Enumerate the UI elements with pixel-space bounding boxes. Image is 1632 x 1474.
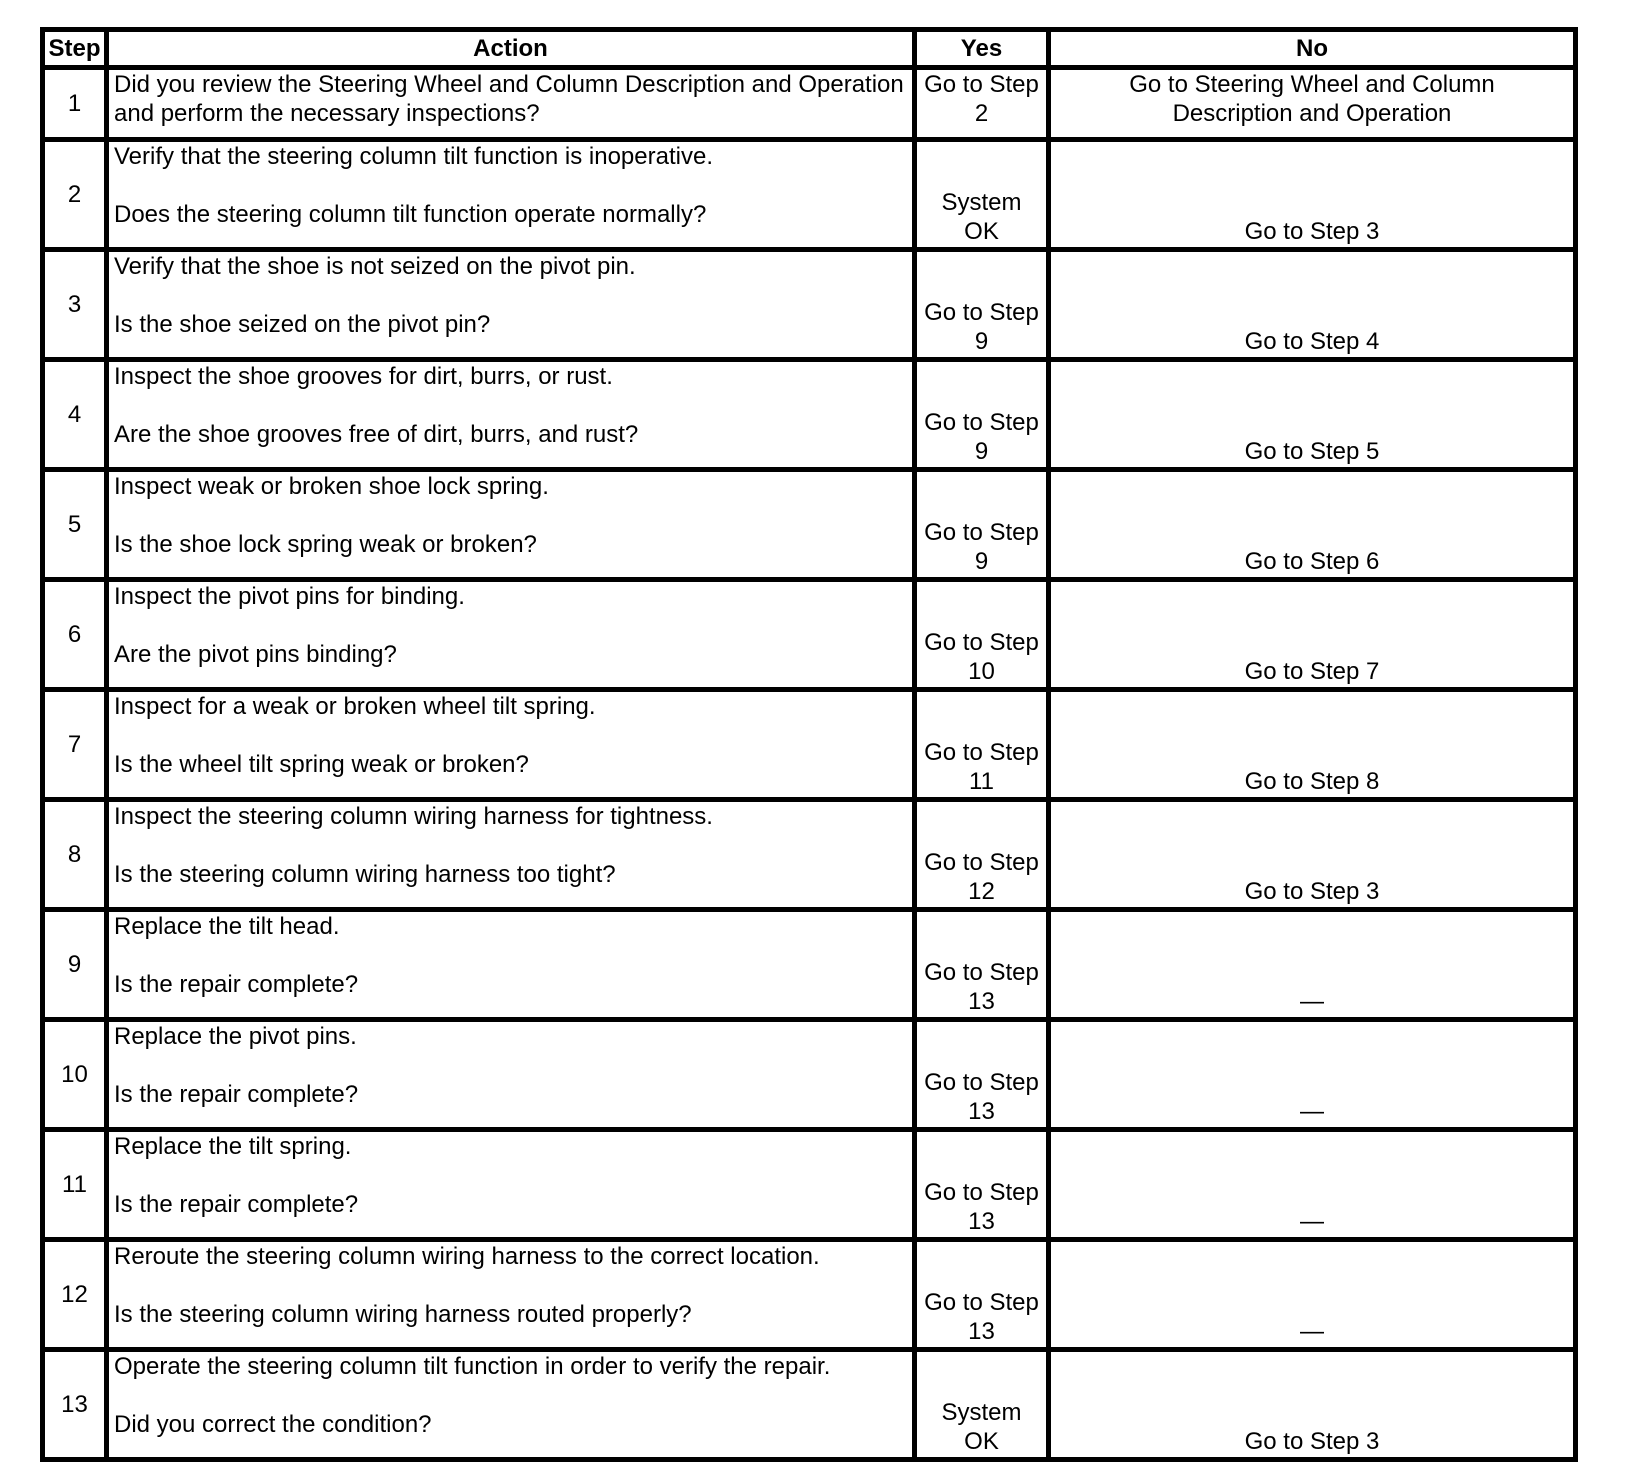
yes-text: Go to Step 13 <box>924 1179 1039 1235</box>
action-text: Verify that the steering column tilt function is inoperative. Does the steering column tilt function operate normally? <box>114 143 713 228</box>
no-result <box>1049 1240 1576 1350</box>
yes-result <box>915 250 1049 360</box>
no-text: Go to Step 5 <box>1244 438 1380 465</box>
no-text: Go to Step 3 <box>1244 1428 1380 1455</box>
table-row <box>43 690 1576 800</box>
yes-result <box>915 910 1049 1020</box>
yes-text: Go to Step 13 <box>924 1069 1039 1125</box>
step-number: 11 <box>43 1130 107 1240</box>
action-text: Inspect for a weak or broken wheel tilt spring. Is the wheel tilt spring weak or broken? <box>114 693 596 778</box>
yes-text: Go to Step 9 <box>924 299 1039 355</box>
action-cell <box>107 580 915 690</box>
yes-result <box>915 68 1049 140</box>
action-text: Reroute the steering column wiring harness to the correct location. Is the steering column wiring harness routed properly? <box>114 1243 820 1328</box>
action-text: Inspect weak or broken shoe lock spring. Is the shoe lock spring weak or broken? <box>114 473 549 558</box>
yes-text: Go to Step 12 <box>924 849 1039 905</box>
no-result <box>1049 580 1576 690</box>
no-text: Go to Step 7 <box>1244 658 1380 685</box>
action-cell <box>107 1130 915 1240</box>
header-no: No <box>1049 30 1576 68</box>
action-text: Replace the tilt spring. Is the repair complete? <box>114 1133 359 1218</box>
yes-result <box>915 1240 1049 1350</box>
action-cell <box>107 1350 915 1460</box>
action-cell <box>107 470 915 580</box>
header-yes: Yes <box>915 30 1049 68</box>
action-cell <box>107 68 915 140</box>
table-row <box>43 470 1576 580</box>
yes-text: Go to Step 2 <box>924 71 1039 127</box>
yes-text: Go to Step 9 <box>924 519 1039 575</box>
yes-result <box>915 1350 1049 1460</box>
table-row <box>43 68 1576 140</box>
no-text: — <box>1300 1208 1324 1235</box>
no-text: — <box>1300 1098 1324 1125</box>
yes-result <box>915 580 1049 690</box>
table-row <box>43 1130 1576 1240</box>
yes-text: Go to Step 13 <box>924 959 1039 1015</box>
no-result <box>1049 800 1576 910</box>
table-row <box>43 910 1576 1020</box>
action-text: Did you review the Steering Wheel and Column Description and Operation and perform the necessary inspections? <box>114 71 904 127</box>
no-text: Go to Step 3 <box>1244 218 1380 245</box>
yes-result <box>915 140 1049 250</box>
no-text: Go to Step 8 <box>1244 768 1380 795</box>
no-result <box>1049 690 1576 800</box>
table-row <box>43 580 1576 690</box>
step-number: 10 <box>43 1020 107 1130</box>
table-row <box>43 1240 1576 1350</box>
no-result <box>1049 910 1576 1020</box>
yes-result <box>915 800 1049 910</box>
header-step: Step <box>43 30 107 68</box>
step-number: 13 <box>43 1350 107 1460</box>
step-number: 3 <box>43 250 107 360</box>
no-result <box>1049 1130 1576 1240</box>
header-row <box>43 30 1576 68</box>
action-cell <box>107 140 915 250</box>
action-text: Replace the pivot pins. Is the repair complete? <box>114 1023 359 1108</box>
table-row <box>43 140 1576 250</box>
action-text: Inspect the pivot pins for binding. Are the pivot pins binding? <box>114 583 465 668</box>
no-result <box>1049 140 1576 250</box>
yes-result <box>915 360 1049 470</box>
action-cell <box>107 1020 915 1130</box>
table-row <box>43 250 1576 360</box>
no-result <box>1049 470 1576 580</box>
action-cell <box>107 910 915 1020</box>
action-text: Inspect the shoe grooves for dirt, burrs, or rust. Are the shoe grooves free of dirt, burrs, and rust? <box>114 363 639 448</box>
table-row <box>43 1020 1576 1130</box>
action-text: Replace the tilt head. Is the repair complete? <box>114 913 359 998</box>
no-result <box>1049 1350 1576 1460</box>
step-number: 12 <box>43 1240 107 1350</box>
yes-result <box>915 1130 1049 1240</box>
yes-result <box>915 470 1049 580</box>
table-row <box>43 360 1576 470</box>
action-cell <box>107 800 915 910</box>
action-cell <box>107 250 915 360</box>
no-text: Go to Step 3 <box>1244 878 1380 905</box>
no-result <box>1049 1020 1576 1130</box>
action-text: Operate the steering column tilt function in order to verify the repair. Did you correct the condition? <box>114 1353 831 1438</box>
header-action: Action <box>107 30 915 68</box>
yes-result <box>915 690 1049 800</box>
yes-text: Go to Step 10 <box>924 629 1039 685</box>
step-number: 7 <box>43 690 107 800</box>
step-number: 8 <box>43 800 107 910</box>
table-row <box>43 1350 1576 1460</box>
step-number: 4 <box>43 360 107 470</box>
no-text: — <box>1300 988 1324 1015</box>
yes-text: Go to Step 11 <box>924 739 1039 795</box>
action-cell <box>107 1240 915 1350</box>
yes-text: System OK <box>941 189 1022 245</box>
yes-result <box>915 1020 1049 1130</box>
action-cell <box>107 690 915 800</box>
table-row <box>43 800 1576 910</box>
yes-text: Go to Step 13 <box>924 1289 1039 1345</box>
no-result <box>1049 360 1576 470</box>
step-number: 6 <box>43 580 107 690</box>
no-result <box>1049 250 1576 360</box>
diagnostic-table <box>40 27 1578 1462</box>
yes-text: System OK <box>941 1399 1022 1455</box>
step-number: 9 <box>43 910 107 1020</box>
no-text: Go to Steering Wheel and Column Description and Operation <box>1129 71 1495 127</box>
yes-text: Go to Step 9 <box>924 409 1039 465</box>
no-result <box>1049 68 1576 140</box>
step-number: 1 <box>43 68 107 140</box>
action-cell <box>107 360 915 470</box>
no-text: — <box>1300 1318 1324 1345</box>
step-number: 2 <box>43 140 107 250</box>
action-text: Inspect the steering column wiring harness for tightness. Is the steering column wiring harness too tight? <box>114 803 713 888</box>
no-text: Go to Step 4 <box>1244 328 1380 355</box>
no-text: Go to Step 6 <box>1244 548 1380 575</box>
action-text: Verify that the shoe is not seized on the pivot pin. Is the shoe seized on the pivot pin? <box>114 253 636 338</box>
step-number: 5 <box>43 470 107 580</box>
